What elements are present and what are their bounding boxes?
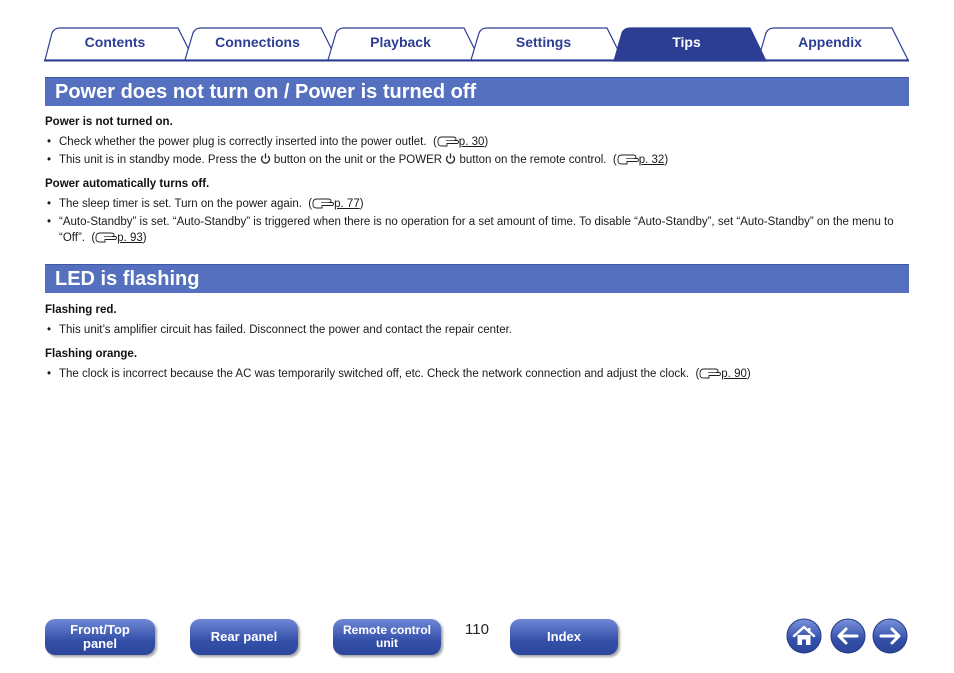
tab-appendix[interactable]: Appendix	[798, 34, 862, 50]
section-title: LED is flashing	[55, 268, 200, 290]
page-reference-link[interactable]: ( p. 32)	[612, 154, 669, 166]
pointing-hand-icon	[95, 231, 117, 243]
subheading: Power is not turned on.	[45, 116, 173, 128]
forward-arrow-icon[interactable]	[872, 618, 908, 654]
list-item: • The clock is incorrect because the AC was temporarily switched off, etc. Check the network connection and adjust the clock. ( p. 90)	[47, 368, 751, 380]
back-arrow-icon[interactable]	[830, 618, 866, 654]
page-reference-link[interactable]: ( p. 30)	[432, 136, 489, 148]
subheading: Power automatically turns off.	[45, 178, 210, 190]
top-tab-bar	[0, 0, 954, 64]
rear-panel-button[interactable]: Rear panel	[190, 619, 298, 655]
section-title: Power does not turn on / Power is turned off	[55, 81, 477, 103]
tab-contents[interactable]: Contents	[84, 34, 146, 50]
tab-settings[interactable]: Settings	[515, 34, 572, 50]
section-header-led	[45, 264, 909, 293]
pointing-hand-icon	[437, 135, 459, 147]
front-top-panel-button[interactable]: Front/Top panel	[45, 619, 155, 655]
pointing-hand-icon	[312, 197, 334, 209]
page-number: 110	[465, 621, 489, 638]
pointing-hand-icon	[617, 153, 639, 165]
tab-playback[interactable]: Playback	[370, 34, 431, 50]
remote-control-unit-button[interactable]: Remote control unit	[333, 619, 441, 655]
list-item: • Check whether the power plug is correctly inserted into the power outlet. ( p. 30)	[47, 136, 489, 148]
section-header-power	[45, 77, 909, 106]
subheading: Flashing orange.	[45, 348, 138, 360]
index-button[interactable]: Index	[510, 619, 618, 655]
subheading: Flashing red.	[45, 304, 117, 316]
pointing-hand-icon	[699, 367, 721, 379]
power-icon	[445, 153, 456, 164]
page-reference-link[interactable]: ( p. 93)	[91, 232, 147, 244]
list-item: • This unit is in standby mode. Press the button on the unit or the POWER button on the remote control. ( p. 32)	[47, 154, 669, 166]
list-item: • This unit’s amplifier circuit has failed. Disconnect the power and contact the repair center.	[47, 324, 512, 336]
list-item: • “Auto-Standby” is set. “Auto-Standby” is triggered when there is no operation for a set amount of time. To disable “Auto-Standby”, set “Auto-Standby” on the menu to “Off”. ( p. 93)	[47, 216, 894, 244]
home-icon[interactable]	[786, 618, 822, 654]
tab-shapes	[0, 0, 954, 64]
power-icon	[260, 153, 271, 164]
tab-tips[interactable]: Tips	[672, 34, 701, 50]
page-reference-link[interactable]: ( p. 90)	[695, 368, 751, 380]
list-item: • The sleep timer is set. Turn on the power again. ( p. 77)	[47, 198, 364, 210]
tab-connections[interactable]: Connections	[215, 34, 300, 50]
page-reference-link[interactable]: ( p. 77)	[308, 198, 364, 210]
